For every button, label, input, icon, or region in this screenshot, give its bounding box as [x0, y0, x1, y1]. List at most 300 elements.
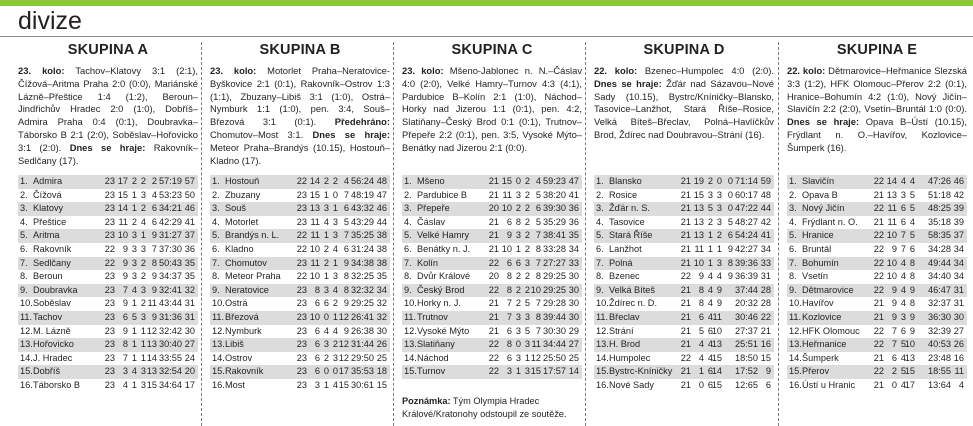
- column-divider: [778, 42, 779, 426]
- stat-d: 2: [323, 176, 329, 186]
- stat-score: 36:30: [928, 311, 951, 322]
- stat-w: 3: [122, 366, 128, 377]
- rank: 8.: [789, 271, 797, 282]
- stat-w: 6: [698, 311, 704, 322]
- stat-d: 6: [515, 257, 521, 268]
- team-name: Dobříš: [33, 366, 61, 377]
- table-row: [18, 216, 198, 230]
- stat-pts: 33: [568, 257, 579, 268]
- team-name: Přepeře: [417, 203, 450, 214]
- stat-pts: 57: [184, 176, 195, 186]
- stat-pts: 41: [184, 216, 195, 227]
- standings-table: [594, 175, 774, 393]
- team-name: Hostouň: [225, 176, 260, 186]
- stat-p: 23: [296, 339, 307, 350]
- rank: 8.: [20, 271, 28, 282]
- stat-w: 15: [117, 189, 128, 200]
- stat-score: 23:48: [928, 352, 951, 363]
- team-name: Zbuzany: [225, 189, 261, 200]
- stat-x: 10: [530, 284, 541, 295]
- stat-score: 59:23: [543, 176, 566, 186]
- table-row: [402, 216, 582, 230]
- rank: 15.: [596, 366, 609, 377]
- stat-x: 13: [146, 339, 157, 350]
- round-results: [594, 65, 774, 142]
- rank: 13.: [404, 339, 417, 350]
- rank: 13.: [212, 339, 225, 350]
- stat-score: 32:25: [351, 271, 374, 282]
- stat-p: 23: [296, 284, 307, 295]
- stat-l: 5: [909, 230, 915, 241]
- stat-score: 30:46: [735, 311, 758, 322]
- stat-l: 3: [524, 339, 530, 350]
- stat-w: 14: [117, 203, 128, 214]
- stat-p: 21: [488, 189, 499, 200]
- stat-d: 6: [323, 298, 329, 309]
- stat-w: 0: [698, 379, 704, 390]
- stat-p: 21: [873, 311, 884, 322]
- stat-pts: 46: [953, 176, 964, 186]
- stat-d: 2: [131, 176, 137, 186]
- rank: 14.: [20, 352, 33, 363]
- stat-l: 3: [140, 366, 146, 377]
- stat-score: 34:64: [159, 379, 182, 390]
- stat-w: 1: [698, 366, 704, 377]
- stat-l: 9: [716, 284, 722, 295]
- stat-l: 3: [332, 216, 338, 227]
- team-name: Ústí u Hranic: [802, 379, 856, 390]
- stat-l: 0: [716, 176, 722, 186]
- stat-l: 6: [909, 243, 915, 254]
- rank: 11.: [789, 311, 802, 322]
- group-title: SKUPINA A: [67, 42, 149, 58]
- stat-w: 6: [314, 325, 320, 336]
- stat-x: 5: [535, 216, 541, 227]
- team-name: Tasovice: [609, 216, 645, 227]
- rank: 15.: [20, 366, 33, 377]
- table-row: [210, 243, 390, 257]
- stat-l: 4: [716, 271, 722, 282]
- stat-d: 4: [707, 339, 713, 350]
- stat-d: 1: [323, 189, 329, 200]
- stat-d: 1: [323, 379, 329, 390]
- stat-score: 57:19: [159, 176, 182, 186]
- stat-l: 2: [524, 203, 530, 214]
- table-row: [594, 216, 774, 230]
- stat-l: 9: [909, 284, 915, 295]
- stat-p: 21: [488, 216, 499, 227]
- stat-score: 32:54: [159, 366, 182, 377]
- round-results: [18, 65, 198, 167]
- stat-pts: 35: [184, 271, 195, 282]
- stat-score: 34:28: [928, 243, 951, 254]
- standings-table: [787, 175, 967, 393]
- team-name: Pardubice B: [417, 189, 468, 200]
- rank: 15.: [212, 366, 225, 377]
- played-early-text: Chomutov–Most 3:1.: [210, 128, 304, 140]
- stat-l: 4: [909, 216, 915, 227]
- stat-d: 7: [900, 243, 906, 254]
- rank: 15.: [789, 366, 802, 377]
- rank: 13.: [20, 339, 33, 350]
- rank: 5.: [404, 230, 412, 241]
- column-divider: [201, 42, 202, 426]
- stat-score: 43:44: [159, 298, 182, 309]
- team-name: Slatiňany: [417, 339, 455, 350]
- table-row: [594, 229, 774, 243]
- rank: 11.: [404, 311, 417, 322]
- today-label: Dnes se hraje:: [69, 141, 146, 153]
- stat-score: 38:41: [543, 230, 566, 241]
- stat-w: 13: [693, 216, 704, 227]
- stat-x: 7: [343, 230, 349, 241]
- stat-pts: 29: [568, 325, 579, 336]
- round-results-text: Dětmarovice–Heřmanice Slezská 3:3 (1:2), HFK Olomouc–Přerov 2:2 (0:1), Hranice–Bohumín 4:2 (1:0), Nový Jičín–Slavičín 2:2 (2:0), Vsetín–Bruntál 1:0 (0:0).: [787, 65, 968, 115]
- stat-p: 22: [873, 203, 884, 214]
- stat-score: 32:42: [159, 325, 182, 336]
- stat-pts: 46: [376, 203, 387, 214]
- table-row: [210, 379, 390, 393]
- rank: 9.: [212, 284, 220, 295]
- stat-x: 4: [343, 176, 349, 186]
- stat-pts: 27: [184, 339, 195, 350]
- table-row: [787, 311, 967, 325]
- table-row: [18, 202, 198, 216]
- stat-pts: 41: [760, 230, 771, 241]
- table-row: [210, 365, 390, 379]
- rank: 1.: [20, 176, 28, 186]
- stat-d: 2: [707, 216, 713, 227]
- stat-pts: 34: [953, 271, 964, 282]
- table-row: [402, 325, 582, 339]
- stat-p: 21: [488, 298, 499, 309]
- stat-w: 10: [309, 311, 320, 322]
- team-name: Lanžhot: [609, 243, 642, 254]
- stat-l: 3: [332, 271, 338, 282]
- stat-score: 34:21: [159, 203, 182, 214]
- team-name: Nový Jičín: [802, 203, 845, 214]
- stat-score: 46:47: [928, 284, 951, 295]
- stat-p: 23: [296, 379, 307, 390]
- stat-l: 3: [332, 230, 338, 241]
- stat-l: 14: [711, 366, 722, 377]
- rank: 16.: [212, 379, 225, 390]
- stat-score: 71:14: [735, 176, 758, 186]
- stat-pts: 50: [184, 189, 195, 200]
- stat-x: 15: [146, 379, 157, 390]
- stat-d: 3: [515, 325, 521, 336]
- rank: 4.: [789, 216, 797, 227]
- rank: 6.: [789, 243, 797, 254]
- rank: 7.: [596, 257, 604, 268]
- table-row: [594, 189, 774, 203]
- table-row: [787, 189, 967, 203]
- team-name: Vysoké Mýto: [417, 325, 470, 336]
- team-name: Klatovy: [33, 203, 64, 214]
- stat-pts: 16: [953, 352, 964, 363]
- table-row: [18, 352, 198, 366]
- stat-x: 11: [147, 298, 157, 309]
- stat-pts: 37: [184, 230, 195, 241]
- stat-w: 9: [891, 243, 897, 254]
- stat-x: 15: [530, 366, 541, 377]
- stat-score: 34:37: [159, 271, 182, 282]
- stat-p: 23: [104, 352, 115, 363]
- stat-pts: 27: [568, 339, 579, 350]
- stat-p: 20: [488, 271, 499, 282]
- stat-l: 2: [140, 271, 146, 282]
- stat-score: 17:52: [735, 366, 758, 377]
- stat-x: 12: [338, 339, 349, 350]
- stat-d: 3: [707, 189, 713, 200]
- stat-score: 29:25: [543, 284, 566, 295]
- table-row: [18, 379, 198, 393]
- stat-score: 18:50: [735, 352, 758, 363]
- rank: 10.: [789, 298, 802, 309]
- stat-w: 10: [886, 230, 897, 241]
- stat-d: 0: [323, 311, 329, 322]
- stat-p: 22: [680, 271, 691, 282]
- stat-pts: 26: [953, 339, 964, 350]
- stat-score: 34:38: [351, 257, 374, 268]
- stat-x: 4: [151, 189, 157, 200]
- stat-l: 1: [332, 311, 338, 322]
- stat-p: 21: [488, 176, 499, 186]
- stat-pts: 42: [953, 189, 964, 200]
- stat-p: 23: [296, 366, 307, 377]
- stat-w: 8: [506, 271, 512, 282]
- rank: 10.: [404, 298, 417, 309]
- stat-x: 8: [535, 243, 541, 254]
- today-label: Dnes se hraje:: [787, 116, 860, 128]
- stat-l: 3: [524, 311, 530, 322]
- team-name: Nové Sady: [609, 379, 654, 390]
- stat-x: 6: [151, 203, 157, 214]
- team-name: Přerov: [802, 366, 830, 377]
- stat-d: 4: [707, 284, 713, 295]
- stat-score: 60:17: [735, 189, 758, 200]
- team-name: Tachov: [33, 311, 63, 322]
- team-name: Břeclav: [609, 311, 640, 322]
- stat-p: 21: [873, 379, 884, 390]
- stat-d: 6: [900, 203, 906, 214]
- rank: 9.: [596, 284, 604, 295]
- rank: 2.: [404, 189, 412, 200]
- stat-score: 39:36: [735, 257, 758, 268]
- stat-l: 2: [140, 176, 146, 186]
- stat-d: 3: [323, 203, 329, 214]
- stat-score: 18:55: [928, 366, 951, 377]
- stat-score: 39:44: [543, 311, 566, 322]
- stat-p: 21: [680, 216, 691, 227]
- stat-x: 7: [343, 189, 349, 200]
- stat-l: 0: [332, 189, 338, 200]
- stat-x: 9: [343, 325, 349, 336]
- stat-p: 23: [104, 176, 115, 186]
- stat-pts: 44: [760, 203, 771, 214]
- rank: 4.: [596, 216, 604, 227]
- rank: 9.: [404, 284, 412, 295]
- rank: 9.: [789, 284, 797, 295]
- stat-pts: 31: [184, 311, 195, 322]
- stat-w: 10: [309, 271, 320, 282]
- stat-l: 2: [524, 216, 530, 227]
- team-name: Táborsko B: [33, 379, 80, 390]
- stat-pts: 9: [765, 366, 771, 377]
- stat-l: 3: [524, 366, 530, 377]
- stat-p: 22: [296, 271, 307, 282]
- stat-w: 10: [693, 257, 704, 268]
- stat-d: 1: [515, 243, 521, 254]
- stat-d: 1: [131, 298, 137, 309]
- stat-d: 1: [323, 230, 329, 241]
- table-row: [402, 189, 582, 203]
- stat-d: 4: [707, 298, 713, 309]
- stat-score: 29:50: [351, 352, 374, 363]
- stat-p: 23: [104, 366, 115, 377]
- standings-table: [210, 175, 390, 393]
- stat-w: 6: [314, 298, 320, 309]
- stat-score: 31:36: [159, 311, 182, 322]
- stat-p: 23: [104, 189, 115, 200]
- stat-p: 22: [873, 257, 884, 268]
- stat-score: 56:24: [351, 176, 374, 186]
- rank: 3.: [404, 203, 412, 214]
- stat-d: 3: [515, 352, 521, 363]
- group-column-e: [787, 40, 967, 426]
- table-row: [18, 338, 198, 352]
- rank: 8.: [212, 271, 220, 282]
- rank: 11.: [20, 311, 33, 322]
- stat-score: 33:28: [543, 243, 566, 254]
- stat-l: 15: [904, 366, 915, 377]
- stat-pts: 20: [184, 366, 195, 377]
- stat-x: 9: [151, 230, 157, 241]
- stat-pts: 31: [953, 284, 964, 295]
- rank: 6.: [20, 243, 28, 254]
- stat-score: 50:43: [159, 257, 182, 268]
- rank: 14.: [596, 352, 609, 363]
- stat-d: 1: [131, 352, 137, 363]
- today-text: Žďár nad Sázavou–Nové Sady (10.15), Bystrc/Kníničky–Blansko, Tasovice–Lanžhot, Stará Říše–Rosice, Velká Bíteš–Břeclav, Polná–Havlíčkův Brod, Ždírec nad Doubravou–Strání (16).: [594, 77, 775, 140]
- stat-l: 3: [140, 189, 146, 200]
- stat-l: 8: [909, 271, 915, 282]
- team-name: Náchod: [417, 352, 449, 363]
- table-row: [18, 311, 198, 325]
- table-row: [787, 338, 967, 352]
- stat-d: 2: [131, 216, 137, 227]
- table-row: [18, 284, 198, 298]
- stat-d: 1: [131, 189, 137, 200]
- stat-p: 23: [296, 298, 307, 309]
- stat-score: 38:20: [543, 189, 566, 200]
- table-row: [787, 379, 967, 393]
- stat-l: 4: [332, 325, 338, 336]
- team-name: J. Hradec: [33, 352, 73, 363]
- stat-pts: 42: [760, 216, 771, 227]
- stat-pts: 47: [376, 189, 387, 200]
- stat-l: 2: [332, 176, 338, 186]
- team-name: Neratovice: [225, 284, 269, 295]
- stat-d: 2: [515, 298, 521, 309]
- stat-x: 11: [531, 339, 541, 350]
- stat-d: 2: [323, 243, 329, 254]
- stat-w: 11: [887, 216, 897, 227]
- stat-p: 23: [104, 311, 115, 322]
- table-row: [594, 365, 774, 379]
- stat-pts: 39: [953, 216, 964, 227]
- stat-p: 21: [680, 230, 691, 241]
- team-name: Sedlčany: [33, 257, 71, 268]
- stat-l: 2: [332, 298, 338, 309]
- stat-d: 4: [131, 284, 137, 295]
- stat-p: 22: [873, 230, 884, 241]
- table-row: [594, 257, 774, 271]
- stat-score: 36:39: [735, 271, 758, 282]
- stat-d: 4: [900, 176, 906, 186]
- team-name: Opava B: [802, 189, 838, 200]
- table-row: [787, 175, 967, 189]
- stat-score: 20:32: [735, 298, 758, 309]
- team-name: Šumperk: [802, 352, 839, 363]
- stat-x: 7: [535, 298, 541, 309]
- table-row: [18, 243, 198, 257]
- stat-score: 32:32: [351, 284, 374, 295]
- stat-l: 4: [332, 284, 338, 295]
- table-row: [594, 175, 774, 189]
- stat-d: 3: [131, 271, 137, 282]
- stat-l: 10: [904, 339, 915, 350]
- today-label: Dnes se hraje:: [594, 77, 662, 89]
- rank: 3.: [212, 203, 220, 214]
- stat-pts: 32: [184, 284, 195, 295]
- team-name: Chomutov: [225, 257, 267, 268]
- stat-l: 13: [711, 339, 722, 350]
- table-row: [787, 270, 967, 284]
- stat-l: 1: [332, 257, 338, 268]
- rank: 1.: [404, 176, 412, 186]
- stat-w: 9: [891, 284, 897, 295]
- stat-w: 9: [122, 243, 128, 254]
- stat-l: 2: [524, 243, 530, 254]
- stat-d: 2: [515, 203, 521, 214]
- stat-score: 42:29: [159, 216, 182, 227]
- rank: 7.: [789, 257, 797, 268]
- team-name: Meteor Praha: [225, 271, 281, 282]
- stat-x: 8: [343, 271, 349, 282]
- stat-w: 8: [122, 339, 128, 350]
- stat-p: 22: [296, 243, 307, 254]
- group-title: SKUPINA C: [451, 42, 533, 58]
- stat-w: 6: [506, 216, 512, 227]
- stat-x: 0: [727, 203, 733, 214]
- table-row: [18, 270, 198, 284]
- top-accent-bar: [0, 0, 973, 6]
- rank: 2.: [789, 189, 797, 200]
- stat-d: 1: [131, 203, 137, 214]
- stat-w: 7: [506, 298, 512, 309]
- stat-score: 29:25: [543, 271, 566, 282]
- team-name: Polná: [609, 257, 633, 268]
- table-row: [402, 365, 582, 379]
- stat-score: 27:27: [543, 257, 566, 268]
- rank: 12.: [404, 325, 417, 336]
- table-row: [402, 175, 582, 189]
- stat-p: 22: [873, 243, 884, 254]
- column-divider: [585, 42, 586, 426]
- stat-p: 23: [104, 216, 115, 227]
- round-label: 22. kolo:: [594, 65, 638, 76]
